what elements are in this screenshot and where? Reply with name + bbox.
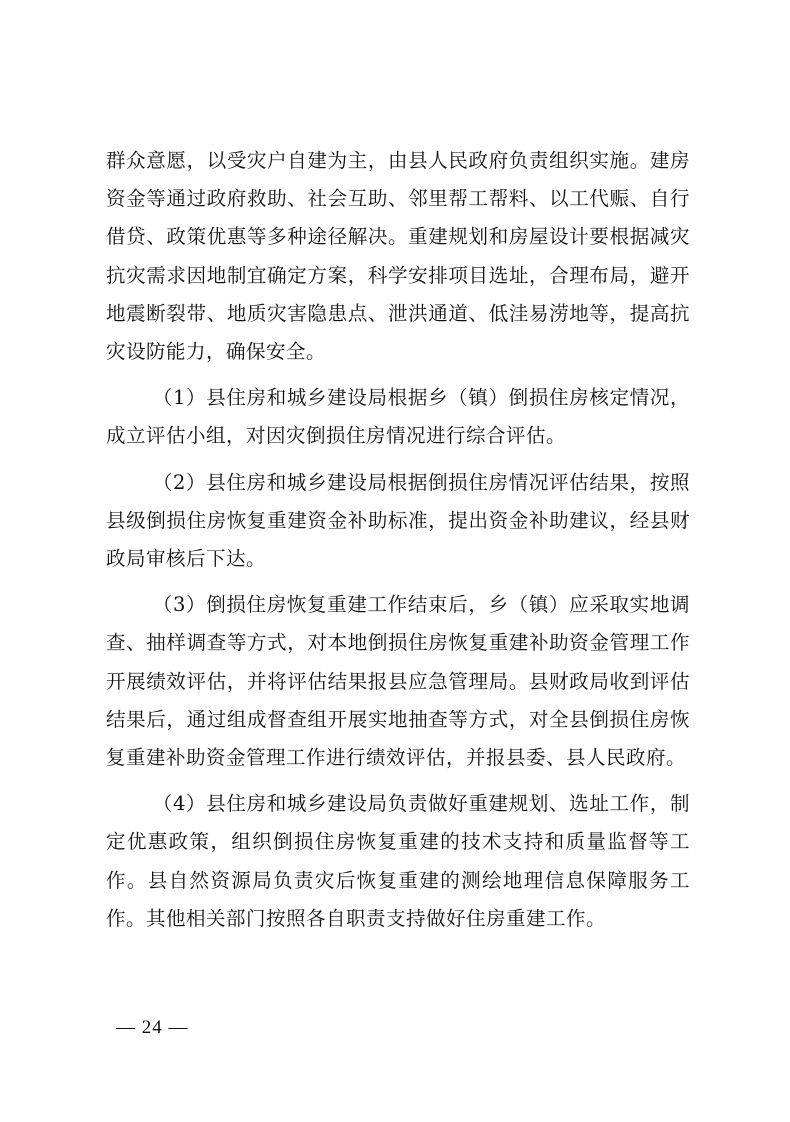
paragraph-item-3: （3）倒损住房恢复重建工作结束后，乡（镇）应采取实地调查、抽样调查等方式，对本地倒损住房恢复重建补助资金管理工作开展绩效评估，并将评估结果报县应急管理局。县财政局收到评估结果后，通过组成督查组开展实地抽查等方式，对全县倒损住房恢复重建补助资金管理工作进行绩效评估，并报县委、县人民政府。: [106, 593, 690, 770]
document-body: [106, 142, 690, 938]
page-number: — 24 —: [116, 1017, 189, 1038]
paragraph-continuation: 群众意愿，以受灾户自建为主，由县人民政府负责组织实施。建房资金等通过政府救助、社会互助、邻里帮工帮料、以工代赈、自行借贷、政策优惠等多种途径解决。重建规划和房屋设计要根据减灾抗灾需求因地制宜确定方案，科学安排项目选址，合理布局，避开地震断裂带、地质灾害隐患点、泄洪通道、低洼易涝地等，提高抗灾设防能力，确保安全。: [106, 149, 690, 364]
paragraph-item-4: （4）县住房和城乡建设局负责做好重建规划、选址工作，制定优惠政策，组织倒损住房恢复重建的技术支持和质量监督等工作。县自然资源局负责灾后恢复重建的测绘地理信息保障服务工作。其他相关部门按照各自职责支持做好住房重建工作。: [106, 792, 690, 930]
paragraph-item-1: （1）县住房和城乡建设局根据乡（镇）倒损住房核定情况，成立评估小组，对因灾倒损住房情况进行综合评估。: [106, 386, 690, 448]
paragraph-item-2: （2）县住房和城乡建设局根据倒损住房情况评估结果，按照县级倒损住房恢复重建资金补助标准，提出资金补助建议，经县财政局审核后下达。: [106, 470, 690, 571]
